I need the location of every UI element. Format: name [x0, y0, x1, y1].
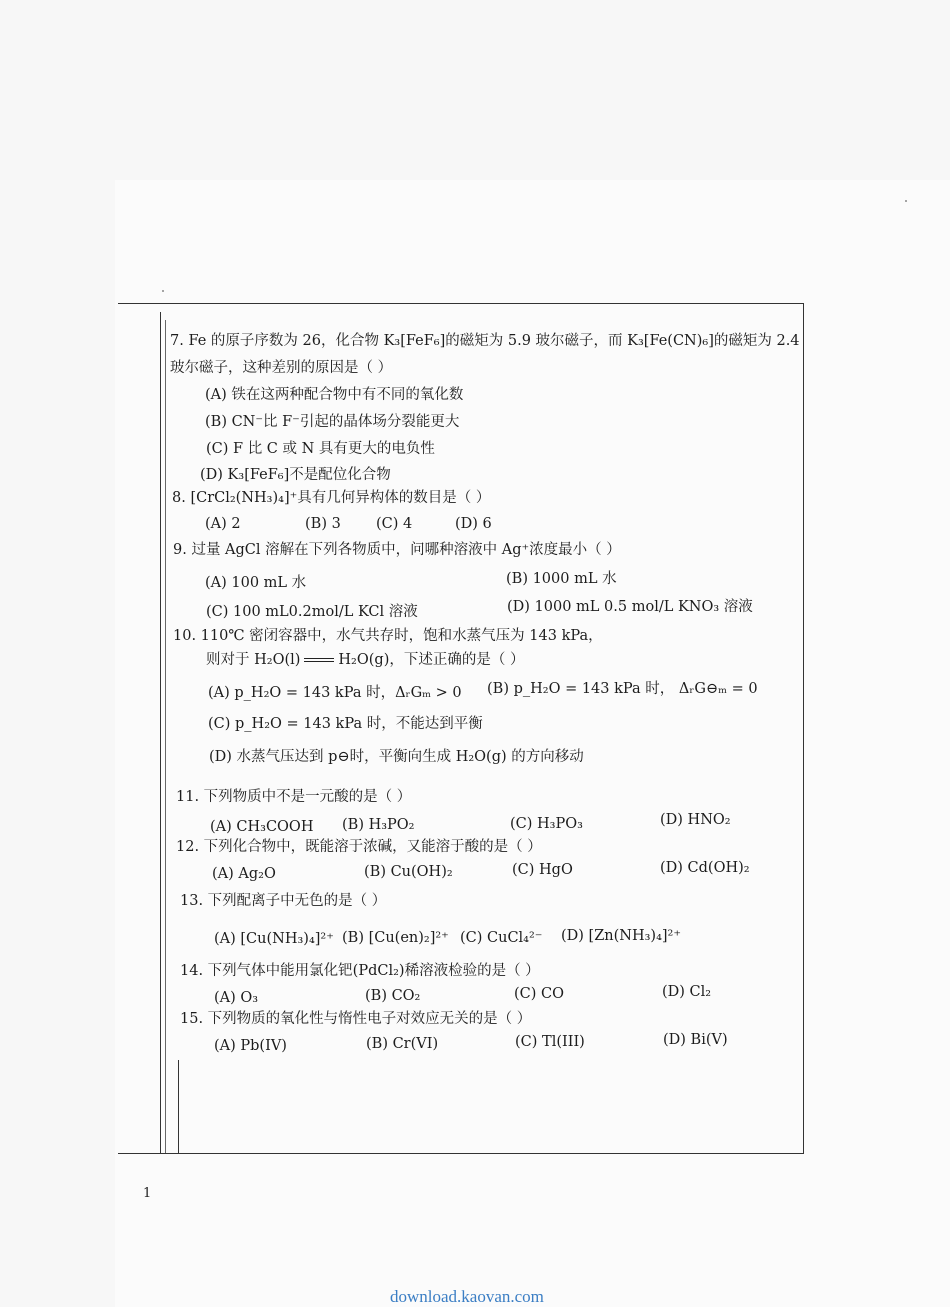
question-12-option-b: (B) Cu(OH)₂ — [364, 864, 453, 880]
question-8-option-d: (D) 6 — [455, 516, 492, 532]
question-11-option-d: (D) HNO₂ — [660, 812, 731, 828]
question-12-stem: 12. 下列化合物中，既能溶于浓碱，又能溶于酸的是（ ） — [176, 839, 542, 855]
question-13-option-c: (C) CuCl₄²⁻ — [460, 930, 543, 946]
question-12-option-c: (C) HgO — [512, 862, 573, 878]
question-9-option-c: (C) 100 mL0.2mol/L KCl 溶液 — [206, 604, 418, 620]
question-15-option-c: (C) Tl(III) — [515, 1034, 585, 1050]
frame-left-inner-border — [165, 320, 166, 1153]
question-14-option-b: (B) CO₂ — [365, 988, 421, 1004]
question-14-option-a: (A) O₃ — [214, 990, 259, 1006]
question-10-option-d: (D) 水蒸气压达到 p⊖时，平衡向生成 H₂O(g) 的方向移动 — [209, 749, 584, 765]
page-number: 1 — [143, 1186, 152, 1201]
question-11-option-a: (A) CH₃COOH — [210, 819, 314, 835]
question-10-option-a: (A) p_H₂O = 143 kPa 时，ΔᵣGₘ > 0 — [208, 685, 462, 701]
question-10-option-c: (C) p_H₂O = 143 kPa 时，不能达到平衡 — [208, 716, 483, 732]
frame-right-border — [803, 303, 804, 1153]
question-8-option-a: (A) 2 — [205, 516, 241, 532]
question-8-option-c: (C) 4 — [376, 516, 413, 532]
question-14-stem: 14. 下列气体中能用氯化钯(PdCl₂)稀溶液检验的是（ ） — [180, 963, 540, 979]
question-11-option-b: (B) H₃PO₂ — [342, 817, 415, 833]
question-15-stem: 15. 下列物质的氧化性与惰性电子对效应无关的是（ ） — [180, 1011, 532, 1027]
question-10-option-b: (B) p_H₂O = 143 kPa 时， ΔᵣG⊖ₘ = 0 — [487, 681, 758, 697]
question-7-stem: 7. Fe 的原子序数为 26，化合物 K₃[FeF₆]的磁矩为 5.9 玻尔磁子，而 K₃[Fe(CN)₆]的磁矩为 2.4 — [170, 333, 800, 349]
frame-left-bottom-border — [178, 1060, 179, 1153]
question-8-stem: 8. [CrCl₂(NH₃)₄]⁺具有几何异构体的数目是（ ） — [172, 490, 491, 506]
question-9-stem: 9. 过量 AgCl 溶解在下列各物质中，问哪种溶液中 Ag⁺浓度最小（ ） — [173, 542, 621, 558]
question-13-option-a: (A) [Cu(NH₃)₄]²⁺ — [214, 931, 334, 947]
question-10-stem-cont — [206, 651, 524, 669]
question-11-option-c: (C) H₃PO₃ — [510, 816, 583, 832]
question-15-option-d: (D) Bi(V) — [663, 1032, 728, 1048]
question-13-stem: 13. 下列配离子中无色的是（ ） — [180, 893, 387, 909]
question-13-option-d: (D) [Zn(NH₃)₄]²⁺ — [561, 928, 682, 944]
frame-top-border — [118, 303, 804, 304]
question-14-option-c: (C) CO — [514, 986, 564, 1002]
equilibrium-arrow-icon — [304, 656, 334, 664]
question-9-option-b: (B) 1000 mL 水 — [506, 571, 617, 587]
scan-speck — [905, 200, 907, 202]
question-9-option-a: (A) 100 mL 水 — [205, 575, 307, 591]
question-7-option-d: (D) K₃[FeF₆]不是配位化合物 — [200, 467, 391, 483]
frame-left-border — [160, 312, 161, 1153]
question-11-stem: 11. 下列物质中不是一元酸的是（ ） — [176, 789, 412, 805]
question-10-reactant: 则对于 H₂O(l) — [206, 652, 301, 668]
question-7-option-b: (B) CN⁻比 F⁻引起的晶体场分裂能更大 — [205, 414, 460, 430]
watermark-link[interactable]: download.kaovan.com — [390, 1287, 544, 1306]
question-15-option-b: (B) Cr(VI) — [366, 1036, 439, 1052]
question-15-option-a: (A) Pb(IV) — [214, 1038, 287, 1054]
question-14-option-d: (D) Cl₂ — [662, 984, 712, 1000]
question-9-option-d: (D) 1000 mL 0.5 mol/L KNO₃ 溶液 — [507, 599, 753, 615]
frame-bottom-border — [118, 1153, 804, 1154]
scan-speck — [162, 290, 164, 292]
question-7-option-c: (C) F 比 C 或 N 具有更大的电负性 — [206, 441, 435, 457]
question-10-stem: 10. 110℃ 密闭容器中，水气共存时，饱和水蒸气压为 143 kPa， — [173, 628, 603, 644]
question-12-option-a: (A) Ag₂O — [212, 866, 276, 882]
question-13-option-b: (B) [Cu(en)₂]²⁺ — [342, 930, 449, 946]
question-10-product: H₂O(g)，下述正确的是（ ） — [338, 652, 525, 668]
question-7-option-a: (A) 铁在这两种配合物中有不同的氧化数 — [205, 387, 464, 403]
question-7-stem-cont: 玻尔磁子，这种差别的原因是（ ） — [170, 360, 393, 376]
question-8-option-b: (B) 3 — [305, 516, 341, 532]
question-12-option-d: (D) Cd(OH)₂ — [660, 860, 750, 876]
